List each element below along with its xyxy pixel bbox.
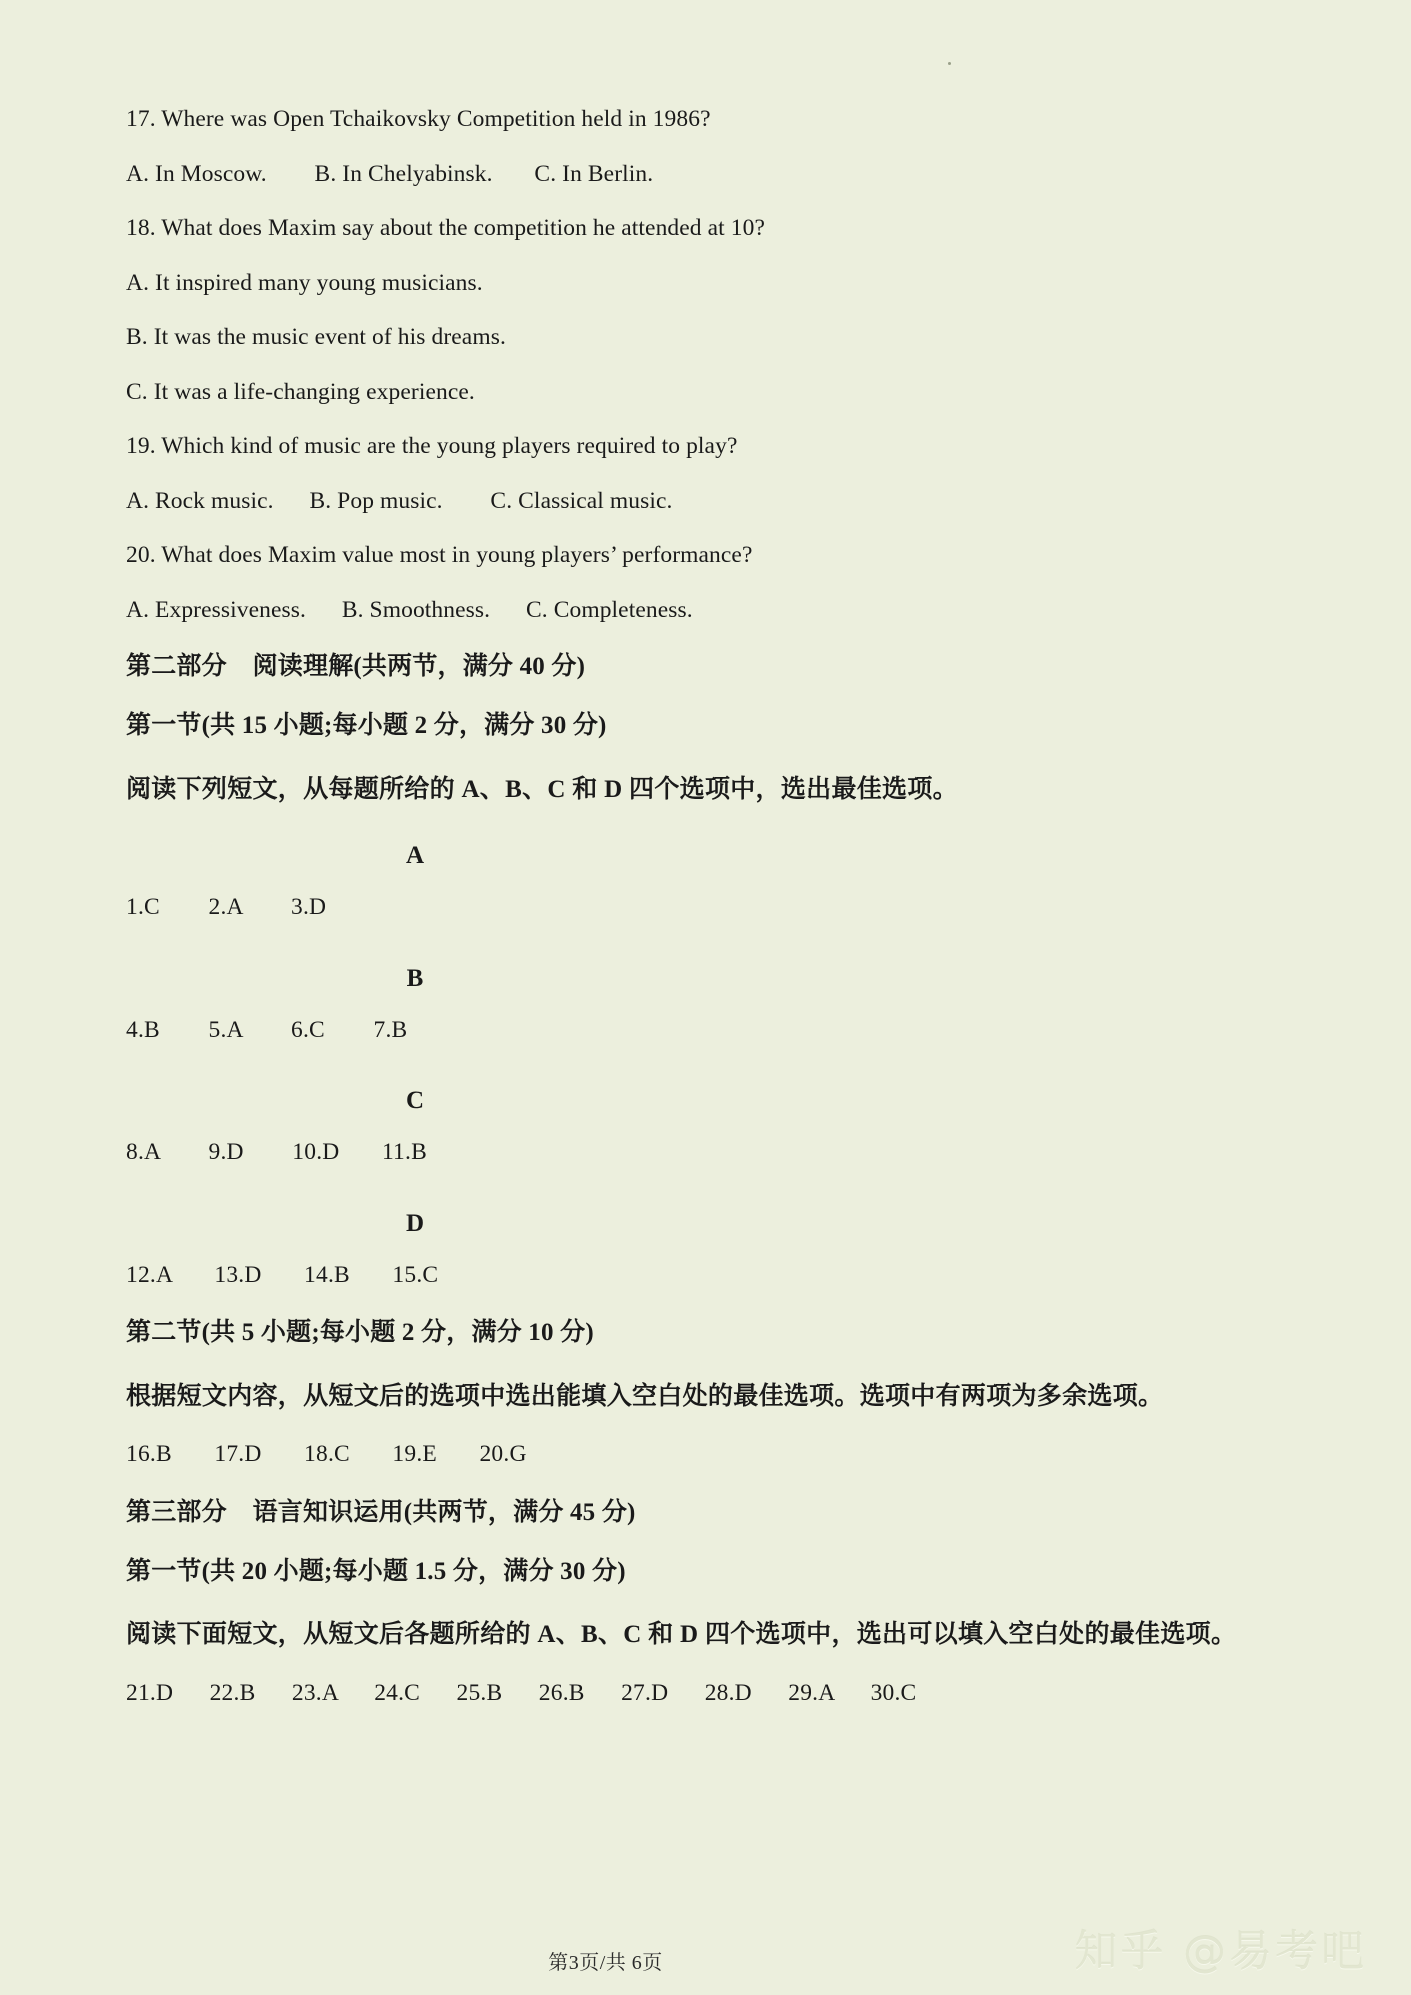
- part-two-section-one-heading: 第一节(共 15 小题;每小题 2 分，满分 30 分): [126, 711, 607, 739]
- passage-letter-b: B: [406, 964, 424, 992]
- question-20-options: A. Expressiveness. B. Smoothness. C. Completeness.: [126, 596, 693, 623]
- part-three-section-one-heading: 第一节(共 20 小题;每小题 1.5 分，满分 30 分): [126, 1557, 626, 1585]
- answer-row-passage-c: 8.A 9.D 10.D 11.B: [126, 1139, 427, 1165]
- part-two-section-one-instruction: 阅读下列短文，从每题所给的 A、B、C 和 D 四个选项中，选出最佳选项。: [126, 775, 958, 803]
- passage-letter-c: C: [405, 1087, 425, 1114]
- page-indicator: 第3页/共 6页: [548, 1952, 663, 1974]
- part-two-section-two-heading: 第二节(共 5 小题;每小题 2 分，满分 10 分): [126, 1319, 594, 1346]
- part-three-heading: 第三部分 语言知识运用(共两节，满分 45 分): [126, 1498, 636, 1526]
- page-top-marker-dot: [948, 62, 951, 65]
- question-17-options: A. In Moscow. B. In Chelyabinsk. C. In Berlin.: [126, 160, 654, 187]
- question-18-stem: 18. What does Maxim say about the competition he attended at 10?: [126, 215, 765, 241]
- zhihu-watermark: 知乎 @易考吧: [1074, 1927, 1367, 1977]
- part-two-section-two-instruction: 根据短文内容，从短文后的选项中选出能填入空白处的最佳选项。选项中有两项为多余选项。: [126, 1382, 1164, 1410]
- question-18-option-b: B. It was the music event of his dreams.: [126, 324, 506, 350]
- passage-letter-d: D: [405, 1209, 425, 1237]
- question-20-stem: 20. What does Maxim value most in young players’ performance?: [126, 542, 753, 568]
- question-19-options: A. Rock music. B. Pop music. C. Classical music.: [126, 487, 673, 514]
- part-three-section-one-instruction: 阅读下面短文，从短文后各题所给的 A、B、C 和 D 四个选项中，选出可以填入空白处的最佳选项。: [126, 1621, 1237, 1649]
- answer-row-passage-d: 12.A 13.D 14.B 15.C: [126, 1261, 439, 1288]
- question-18-option-c: C. It was a life-changing experience.: [126, 378, 475, 405]
- spacer: [126, 1197, 1306, 1211]
- question-18-option-a: A. It inspired many young musicians.: [126, 269, 483, 296]
- answer-row-passage-a: 1.C 2.A 3.D: [126, 894, 327, 920]
- answer-row-section-two: 16.B 17.D 18.C 19.E 20.G: [126, 1441, 527, 1468]
- spacer: [126, 836, 1306, 843]
- passage-letter-a: A: [405, 842, 425, 869]
- question-19-stem: 19. Which kind of music are the young players required to play?: [126, 433, 738, 459]
- question-17-stem: 17. Where was Open Tchaikovsky Competition held in 1986?: [126, 106, 711, 132]
- spacer: [126, 1074, 1306, 1088]
- document-content: [126, 108, 1306, 1737]
- part-two-heading: 第二部分 阅读理解(共两节，满分 40 分): [126, 653, 586, 680]
- spacer: [126, 952, 1306, 966]
- answer-row-passage-b: 4.B 5.A 6.C 7.B: [126, 1016, 408, 1043]
- answer-row-part-three-section-one: 21.D 22.B 23.A 24.C 25.B 26.B 27.D 28.D 29.A 30.C: [126, 1679, 917, 1706]
